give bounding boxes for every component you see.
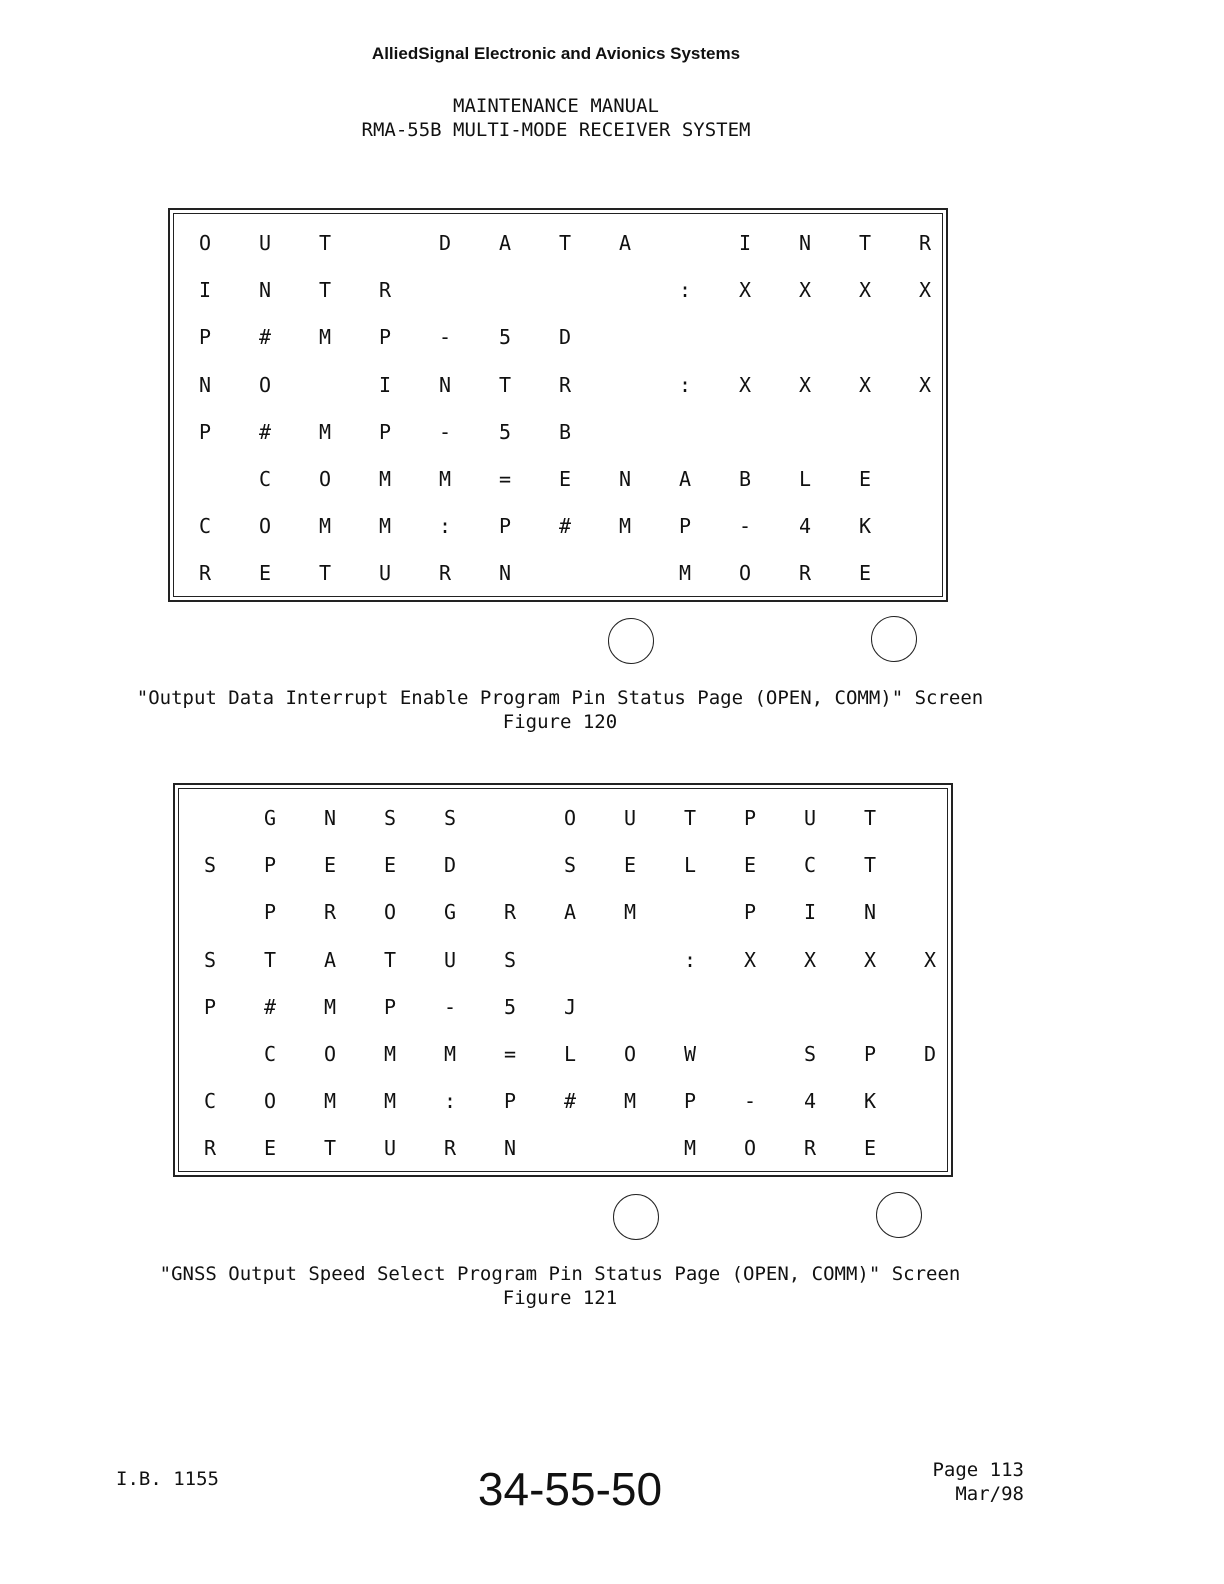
screen-char — [895, 314, 955, 361]
screen-char: U — [378, 561, 392, 586]
screen-char: I — [198, 278, 212, 303]
screen-char: N — [438, 372, 452, 397]
screen-char — [660, 889, 720, 936]
manual-header — [0, 94, 1112, 142]
screen-char: O — [743, 1136, 757, 1161]
screen-char — [595, 409, 655, 456]
screen-char — [835, 409, 895, 456]
screen-char: # — [563, 1089, 577, 1114]
screen-char: C — [258, 466, 272, 491]
screen-char: T — [683, 806, 697, 830]
screen-char: P — [743, 900, 757, 925]
manual-title: MAINTENANCE MANUAL — [453, 95, 659, 117]
screen-char: M — [383, 1089, 397, 1114]
screen-char: O — [383, 900, 397, 925]
screen-char: O — [323, 1041, 337, 1066]
screen-char: C — [203, 1089, 217, 1114]
screen-char — [540, 937, 600, 984]
screen-char: G — [263, 806, 277, 830]
screen-char: D — [443, 853, 457, 878]
screen-char: - — [738, 514, 752, 539]
screen-char — [595, 314, 655, 361]
screen-char: N — [498, 561, 512, 586]
screen-char: X — [798, 372, 812, 397]
screen-char: L — [563, 1041, 577, 1066]
screen-char: A — [563, 900, 577, 925]
screen-char: 4 — [803, 1089, 817, 1114]
screen-char: P — [263, 853, 277, 878]
screen-char: - — [438, 325, 452, 350]
screen-char: M — [438, 466, 452, 491]
screen-char: U — [383, 1136, 397, 1161]
screen-char: P — [198, 419, 212, 444]
screen-char: : — [438, 514, 452, 539]
screen-char — [900, 984, 960, 1031]
screen-char: N — [198, 372, 212, 397]
screen-char — [895, 550, 955, 597]
screen-char: E — [383, 853, 397, 878]
screen-char — [660, 984, 720, 1031]
screen-char: M — [378, 466, 392, 491]
screen-char — [720, 1031, 780, 1078]
screen-char: O — [263, 1089, 277, 1114]
screen-char: E — [858, 466, 872, 491]
screen-char — [780, 984, 840, 1031]
screen-char — [900, 795, 960, 842]
screen-char: X — [918, 372, 932, 397]
screen-char: X — [858, 278, 872, 303]
screen-char: G — [443, 900, 457, 925]
screen-char: D — [438, 231, 452, 255]
screen-char: 5 — [498, 325, 512, 350]
company-name: AlliedSignal Electronic and Avionics Systems — [371, 44, 741, 63]
screen-char: X — [918, 278, 932, 303]
screen-char: X — [923, 947, 937, 972]
screen-char: M — [383, 1041, 397, 1066]
screen-char: M — [623, 1089, 637, 1114]
screen-char: - — [443, 994, 457, 1019]
screen-char: K — [863, 1089, 877, 1114]
screen-char: T — [318, 278, 332, 303]
screen-char: N — [798, 231, 812, 255]
screen-char — [600, 984, 660, 1031]
revision-date: Mar/98 — [955, 1483, 1024, 1505]
screen-char — [600, 937, 660, 984]
screen-char: 4 — [798, 514, 812, 539]
display-screen-figure-120 — [168, 208, 948, 602]
figure-121-caption — [0, 1262, 1120, 1310]
screen-char: P — [198, 325, 212, 350]
screen-char — [715, 314, 775, 361]
screen-char: T — [498, 372, 512, 397]
screen-char: W — [683, 1041, 697, 1066]
screen-char: O — [258, 514, 272, 539]
screen-char: R — [503, 900, 517, 925]
figure-label: Figure 121 — [502, 1287, 618, 1309]
screen-char: P — [378, 419, 392, 444]
screen-char: R — [438, 561, 452, 586]
screen-char: I — [803, 900, 817, 925]
screen-char: I — [378, 372, 392, 397]
screen-char: P — [863, 1041, 877, 1066]
screen-char: M — [618, 514, 632, 539]
screen-char: N — [863, 900, 877, 925]
screen-char — [475, 267, 535, 314]
screen-char: : — [443, 1089, 457, 1114]
screen-char: U — [803, 806, 817, 830]
screen-char: R — [803, 1136, 817, 1161]
screen-char: X — [738, 372, 752, 397]
screen-char — [900, 1125, 960, 1172]
screen-char: : — [678, 372, 692, 397]
screen-char: S — [503, 947, 517, 972]
screen-char: X — [858, 372, 872, 397]
screen-char: M — [678, 561, 692, 586]
screen-char: T — [863, 806, 877, 830]
screen-char: I — [738, 231, 752, 255]
screen-char — [355, 220, 415, 267]
screen-char: R — [378, 278, 392, 303]
screen-char: X — [738, 278, 752, 303]
screen-char: D — [558, 325, 572, 350]
screen-char — [595, 362, 655, 409]
screen-char — [600, 1125, 660, 1172]
screen-char: S — [203, 947, 217, 972]
screen-char: O — [318, 466, 332, 491]
screen-char — [595, 267, 655, 314]
screen-char: T — [318, 561, 332, 586]
screen-char: C — [803, 853, 817, 878]
screen-char: P — [503, 1089, 517, 1114]
screen-char: M — [623, 900, 637, 925]
screen-char: P — [498, 514, 512, 539]
screen-char: # — [263, 994, 277, 1019]
screen-char: E — [323, 853, 337, 878]
screen-char: T — [858, 231, 872, 255]
screen-char — [655, 220, 715, 267]
screen-char: A — [323, 947, 337, 972]
screen-char: = — [498, 466, 512, 491]
screen-char: X — [863, 947, 877, 972]
screen-char: - — [438, 419, 452, 444]
screen-char: P — [203, 994, 217, 1019]
screen-char: M — [443, 1041, 457, 1066]
screen-char — [840, 984, 900, 1031]
screen-char — [535, 550, 595, 597]
screen-char: S — [803, 1041, 817, 1066]
screen-char — [720, 984, 780, 1031]
screen-char — [535, 267, 595, 314]
screen-char: E — [558, 466, 572, 491]
line-select-knob-right[interactable] — [876, 1192, 922, 1238]
screen-char: S — [563, 853, 577, 878]
caption-text: "Output Data Interrupt Enable Program Pin Status Page (OPEN, COMM)" Screen — [136, 687, 984, 709]
screen-char: P — [743, 806, 757, 830]
screen-char: # — [258, 325, 272, 350]
screen-char: O — [738, 561, 752, 586]
screen-char: R — [443, 1136, 457, 1161]
screen-char: E — [263, 1136, 277, 1161]
screen-character-grid — [180, 795, 960, 1173]
screen-char — [895, 409, 955, 456]
display-screen-figure-121 — [173, 783, 953, 1177]
screen-char: R — [203, 1136, 217, 1161]
screen-char — [655, 409, 715, 456]
screen-char: 5 — [503, 994, 517, 1019]
screen-char: E — [623, 853, 637, 878]
screen-char — [655, 314, 715, 361]
line-select-knob-left[interactable] — [613, 1194, 659, 1240]
caption-text: "GNSS Output Speed Select Program Pin Status Page (OPEN, COMM)" Screen — [159, 1263, 961, 1285]
screen-char: N — [323, 806, 337, 830]
screen-char — [175, 456, 235, 503]
screen-char: R — [558, 372, 572, 397]
screen-char — [715, 409, 775, 456]
screen-char: E — [858, 561, 872, 586]
screen-char: X — [743, 947, 757, 972]
screen-char — [480, 842, 540, 889]
screen-char: E — [743, 853, 757, 878]
screen-char: = — [503, 1041, 517, 1066]
section-number: 34-55-50 — [477, 1463, 663, 1515]
screen-char: M — [378, 514, 392, 539]
screen-char: L — [798, 466, 812, 491]
screen-char: R — [798, 561, 812, 586]
screen-char: X — [803, 947, 817, 972]
screen-char: M — [318, 419, 332, 444]
screen-char: M — [323, 1089, 337, 1114]
screen-char: R — [918, 231, 932, 255]
screen-char: P — [263, 900, 277, 925]
screen-char: : — [683, 947, 697, 972]
screen-char: T — [863, 853, 877, 878]
screen-char — [835, 314, 895, 361]
screen-char: B — [558, 419, 572, 444]
screen-char: S — [443, 806, 457, 830]
screen-char: P — [383, 994, 397, 1019]
screen-char: M — [318, 514, 332, 539]
screen-char — [900, 889, 960, 936]
screen-char: 5 — [498, 419, 512, 444]
page-info — [900, 1458, 1024, 1506]
screen-char: O — [258, 372, 272, 397]
system-title: RMA-55B MULTI-MODE RECEIVER SYSTEM — [361, 119, 751, 141]
screen-char: J — [563, 994, 577, 1019]
screen-char — [895, 456, 955, 503]
screen-char: R — [198, 561, 212, 586]
page-number: Page 113 — [932, 1459, 1024, 1481]
screen-char — [295, 362, 355, 409]
screen-char: M — [318, 325, 332, 350]
screen-char: T — [558, 231, 572, 255]
screen-char: P — [678, 514, 692, 539]
screen-char — [415, 267, 475, 314]
screen-char — [900, 842, 960, 889]
screen-char: E — [863, 1136, 877, 1161]
screen-char: N — [618, 466, 632, 491]
screen-char — [180, 889, 240, 936]
screen-char — [775, 314, 835, 361]
screen-char: : — [678, 278, 692, 303]
screen-char — [180, 795, 240, 842]
screen-char: # — [558, 514, 572, 539]
screen-char: # — [258, 419, 272, 444]
screen-char: B — [738, 466, 752, 491]
screen-char: T — [323, 1136, 337, 1161]
screen-character-grid — [175, 220, 955, 598]
screen-char: A — [618, 231, 632, 255]
screen-char: U — [623, 806, 637, 830]
screen-char: P — [378, 325, 392, 350]
screen-char: O — [198, 231, 212, 255]
figure-120-caption — [0, 686, 1120, 734]
screen-char: T — [263, 947, 277, 972]
screen-char — [540, 1125, 600, 1172]
screen-char: P — [683, 1089, 697, 1114]
screen-char: S — [383, 806, 397, 830]
screen-char: U — [258, 231, 272, 255]
screen-char — [900, 1078, 960, 1125]
line-select-knob-left[interactable] — [608, 618, 654, 664]
screen-char: U — [443, 947, 457, 972]
screen-char — [895, 503, 955, 550]
screen-char: C — [263, 1041, 277, 1066]
screen-char: O — [563, 806, 577, 830]
screen-char: T — [318, 231, 332, 255]
screen-char: N — [258, 278, 272, 303]
screen-char: R — [323, 900, 337, 925]
screen-char: L — [683, 853, 697, 878]
screen-char — [595, 550, 655, 597]
figure-label: Figure 120 — [502, 711, 618, 733]
screen-char: N — [503, 1136, 517, 1161]
screen-char: X — [798, 278, 812, 303]
screen-char: M — [683, 1136, 697, 1161]
line-select-knob-right[interactable] — [871, 616, 917, 662]
screen-char — [480, 795, 540, 842]
screen-char — [180, 1031, 240, 1078]
screen-char: E — [258, 561, 272, 586]
ib-number: I.B. 1155 — [116, 1468, 219, 1490]
screen-char: K — [858, 514, 872, 539]
screen-char: O — [623, 1041, 637, 1066]
screen-char: A — [678, 466, 692, 491]
screen-char: S — [203, 853, 217, 878]
screen-char: T — [383, 947, 397, 972]
screen-char: - — [743, 1089, 757, 1114]
screen-char: M — [323, 994, 337, 1019]
screen-char — [775, 409, 835, 456]
screen-char: D — [923, 1041, 937, 1066]
screen-char: A — [498, 231, 512, 255]
screen-char: C — [198, 514, 212, 539]
